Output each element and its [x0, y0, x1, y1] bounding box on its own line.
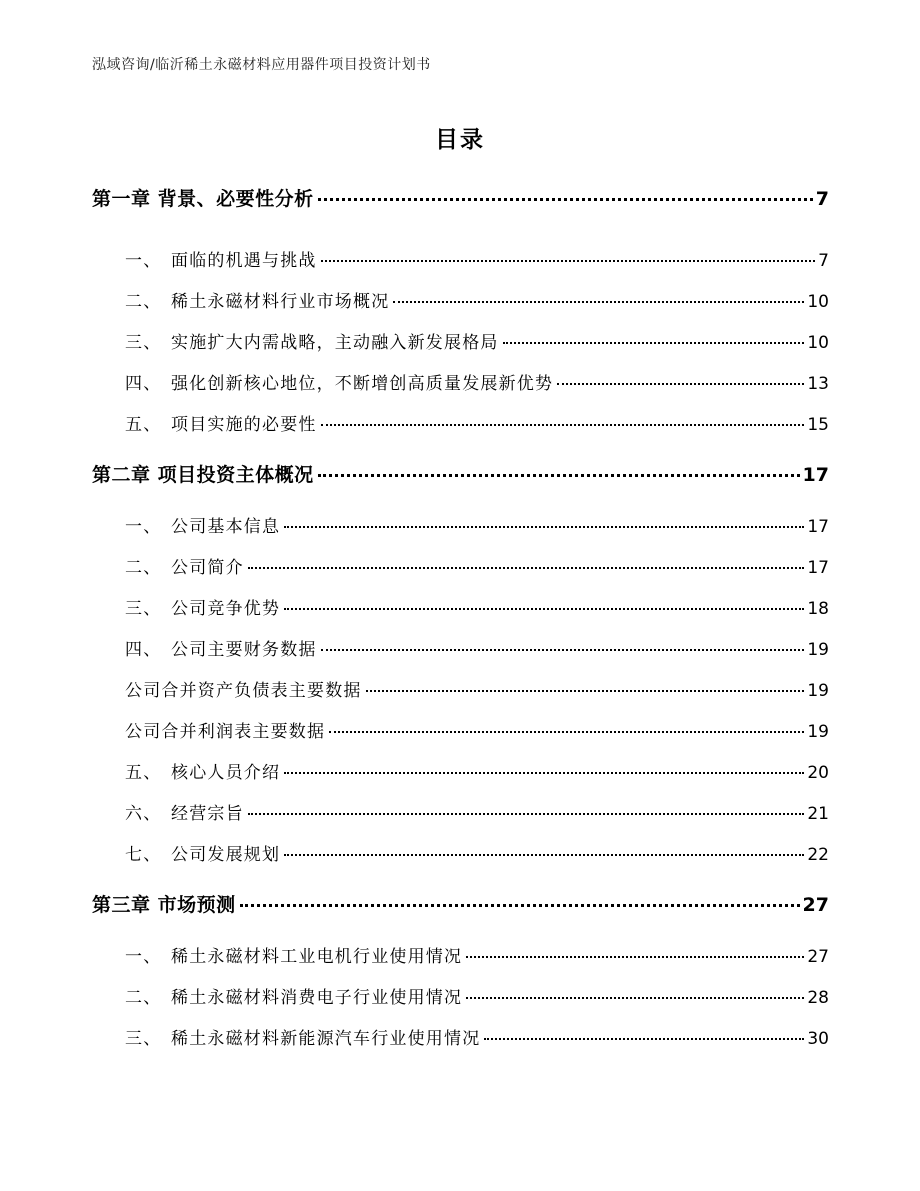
toc-entry-label: 核心人员介绍 [171, 763, 281, 783]
toc-chapter-3[interactable] [92, 890, 829, 917]
toc-section-2-4[interactable] [125, 635, 829, 660]
toc-chapter-1[interactable] [92, 184, 829, 211]
toc-section-number: 二、 [125, 558, 162, 578]
dot-leader [484, 1038, 804, 1040]
dot-leader [240, 904, 800, 907]
dot-leader [321, 649, 805, 651]
toc-entry-label: 实施扩大内需战略，主动融入新发展格局 [171, 333, 499, 353]
toc-entry-label: 公司基本信息 [171, 517, 281, 537]
toc-entry-label: 公司竞争优势 [171, 599, 281, 619]
toc-section-1-1[interactable] [125, 246, 829, 271]
toc-page-number: 19 [807, 722, 829, 742]
toc-section-number: 五、 [125, 415, 162, 435]
dot-leader [318, 198, 813, 201]
toc-entry-label: 面临的机遇与挑战 [171, 251, 317, 271]
dot-leader [329, 731, 804, 733]
toc-section-2-1[interactable] [125, 512, 829, 537]
toc-section-number: 四、 [125, 374, 162, 394]
toc-page-number: 7 [815, 188, 829, 210]
dot-leader [321, 260, 816, 262]
toc-page-number: 18 [807, 599, 829, 619]
toc-page-number: 27 [802, 894, 829, 916]
toc-section-number: 一、 [125, 517, 162, 537]
toc-page-number: 27 [807, 947, 829, 967]
toc-section-number: 二、 [125, 292, 162, 312]
toc-entry-label: 第三章 市场预测 [92, 894, 236, 916]
toc-page-number: 10 [807, 333, 829, 353]
dot-leader [248, 567, 805, 569]
toc-section-1-3[interactable] [125, 328, 829, 353]
toc-section-number: 三、 [125, 1029, 162, 1049]
toc-entry-label: 稀土永磁材料消费电子行业使用情况 [171, 988, 463, 1008]
toc-section-3-2[interactable] [125, 983, 829, 1008]
toc-entry-label: 项目实施的必要性 [171, 415, 317, 435]
dot-leader [393, 301, 804, 303]
dot-leader [366, 690, 805, 692]
toc-section-number: 三、 [125, 599, 162, 619]
toc-section-number: 六、 [125, 804, 162, 824]
toc-entry-label: 公司简介 [171, 558, 244, 578]
toc-section-number: 一、 [125, 947, 162, 967]
toc-entry-label: 第一章 背景、必要性分析 [92, 188, 314, 210]
toc-entry-label: 公司主要财务数据 [171, 640, 317, 660]
toc-page-number: 17 [802, 464, 829, 486]
toc-section-number: 二、 [125, 988, 162, 1008]
dot-leader [466, 997, 804, 999]
toc-section-number: 三、 [125, 333, 162, 353]
dot-leader [557, 383, 804, 385]
toc-page-number: 19 [807, 640, 829, 660]
toc-page-number: 15 [807, 415, 829, 435]
toc-section-number: 五、 [125, 763, 162, 783]
toc-section-1-2[interactable] [125, 287, 829, 312]
toc-section-2-3[interactable] [125, 594, 829, 619]
toc-section-number: 一、 [125, 251, 162, 271]
toc-section-1-5[interactable] [125, 410, 829, 435]
toc-section-2-5[interactable] [125, 758, 829, 783]
dot-leader [248, 813, 805, 815]
toc-entry-label: 公司合并利润表主要数据 [125, 722, 326, 742]
running-header: 泓域咨询/临沂稀土永磁材料应用器件项目投资计划书 [92, 57, 431, 73]
dot-leader [318, 474, 800, 477]
toc-page-number: 21 [807, 804, 829, 824]
dot-leader [284, 526, 804, 528]
toc-page-number: 30 [807, 1029, 829, 1049]
toc-title: 目录 [435, 127, 485, 153]
toc-entry-label: 稀土永磁材料新能源汽车行业使用情况 [171, 1029, 481, 1049]
toc-page-number: 28 [807, 988, 829, 1008]
dot-leader [284, 854, 804, 856]
toc-page-number: 17 [807, 517, 829, 537]
toc-section-number: 四、 [125, 640, 162, 660]
toc-page-number: 19 [807, 681, 829, 701]
toc-page-number: 22 [807, 845, 829, 865]
toc-section-2-2[interactable] [125, 553, 829, 578]
dot-leader [466, 956, 804, 958]
toc-page-number: 13 [807, 374, 829, 394]
dot-leader [503, 342, 805, 344]
dot-leader [284, 608, 804, 610]
toc-entry-label: 公司发展规划 [171, 845, 281, 865]
dot-leader [284, 772, 804, 774]
toc-page-number: 7 [818, 251, 829, 271]
toc-subsection-income-statement[interactable] [125, 717, 829, 742]
toc-section-2-7[interactable] [125, 840, 829, 865]
toc-entry-label: 经营宗旨 [171, 804, 244, 824]
toc-subsection-balance-sheet[interactable] [125, 676, 829, 701]
toc-page-number: 10 [807, 292, 829, 312]
toc-section-2-6[interactable] [125, 799, 829, 824]
toc-chapter-2[interactable] [92, 460, 829, 487]
toc-section-number: 七、 [125, 845, 162, 865]
toc-entry-label: 稀土永磁材料工业电机行业使用情况 [171, 947, 463, 967]
toc-entry-label: 第二章 项目投资主体概况 [92, 464, 314, 486]
toc-page-number: 20 [807, 763, 829, 783]
toc-page-number: 17 [807, 558, 829, 578]
toc-entry-label: 强化创新核心地位，不断增创高质量发展新优势 [171, 374, 554, 394]
toc-entry-label: 稀土永磁材料行业市场概况 [171, 292, 390, 312]
dot-leader [321, 424, 805, 426]
toc-section-1-4[interactable] [125, 369, 829, 394]
toc-entry-label: 公司合并资产负债表主要数据 [125, 681, 362, 701]
toc-section-3-1[interactable] [125, 942, 829, 967]
toc-section-3-3[interactable] [125, 1024, 829, 1049]
